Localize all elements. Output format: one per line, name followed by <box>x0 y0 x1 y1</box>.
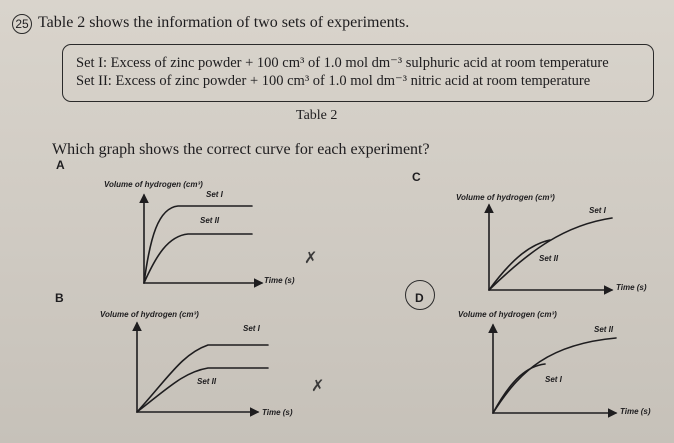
graph-a-upper-label: Set I <box>206 190 223 199</box>
graph-d-lower-label: Set I <box>545 375 562 384</box>
graph-c-xlabel: Time (s) <box>616 283 647 292</box>
graph-b-xlabel: Time (s) <box>262 408 293 417</box>
question-number: 25 <box>12 14 32 34</box>
graph-d-xlabel: Time (s) <box>620 407 651 416</box>
graph-d-upper-label: Set II <box>594 325 614 334</box>
graph-d-curve-set-2 <box>493 338 616 413</box>
graph-b-lower-label: Set II <box>197 377 217 386</box>
question-intro: Table 2 shows the information of two sets of experiments. <box>38 14 410 31</box>
graph-a-xlabel: Time (s) <box>264 276 295 285</box>
graph-a-ylabel: Volume of hydrogen (cm³) <box>104 180 203 189</box>
table-caption: Table 2 <box>296 108 338 123</box>
option-c-label[interactable]: C <box>412 170 421 184</box>
graph-d-curve-set-1 <box>493 364 545 413</box>
graph-a-curve-set-1 <box>144 206 252 283</box>
graph-d-ylabel: Volume of hydrogen (cm³) <box>458 310 557 319</box>
option-d-label[interactable]: D <box>415 291 424 305</box>
option-b-label[interactable]: B <box>55 291 64 305</box>
graph-b-ylabel: Volume of hydrogen (cm³) <box>100 310 199 319</box>
graph-c-ylabel: Volume of hydrogen (cm³) <box>456 193 555 202</box>
graph-c-upper-label: Set I <box>589 206 606 215</box>
question-prompt: Which graph shows the correct curve for each experiment? <box>52 141 430 158</box>
set-1-description: Set I: Excess of zinc powder + 100 cm³ of 1.0 mol dm⁻³ sulphuric acid at room temperature <box>76 55 609 71</box>
graph-c-lower-label: Set II <box>539 254 559 263</box>
graph-a-lower-label: Set II <box>200 216 220 225</box>
graph-b-cross-mark: ✗ <box>311 378 325 395</box>
graph-c-curve-set-1 <box>489 218 612 290</box>
graph-b-curve-set-1 <box>137 345 268 412</box>
graph-a-cross-mark: ✗ <box>304 250 318 267</box>
graph-c-curve-set-2 <box>489 240 550 290</box>
graph-a-curve-set-2 <box>144 234 252 283</box>
set-2-description: Set II: Excess of zinc powder + 100 cm³ of 1.0 mol dm⁻³ nitric acid at room temperature <box>76 73 591 89</box>
option-a-label[interactable]: A <box>56 158 65 172</box>
graph-b-upper-label: Set I <box>243 324 260 333</box>
